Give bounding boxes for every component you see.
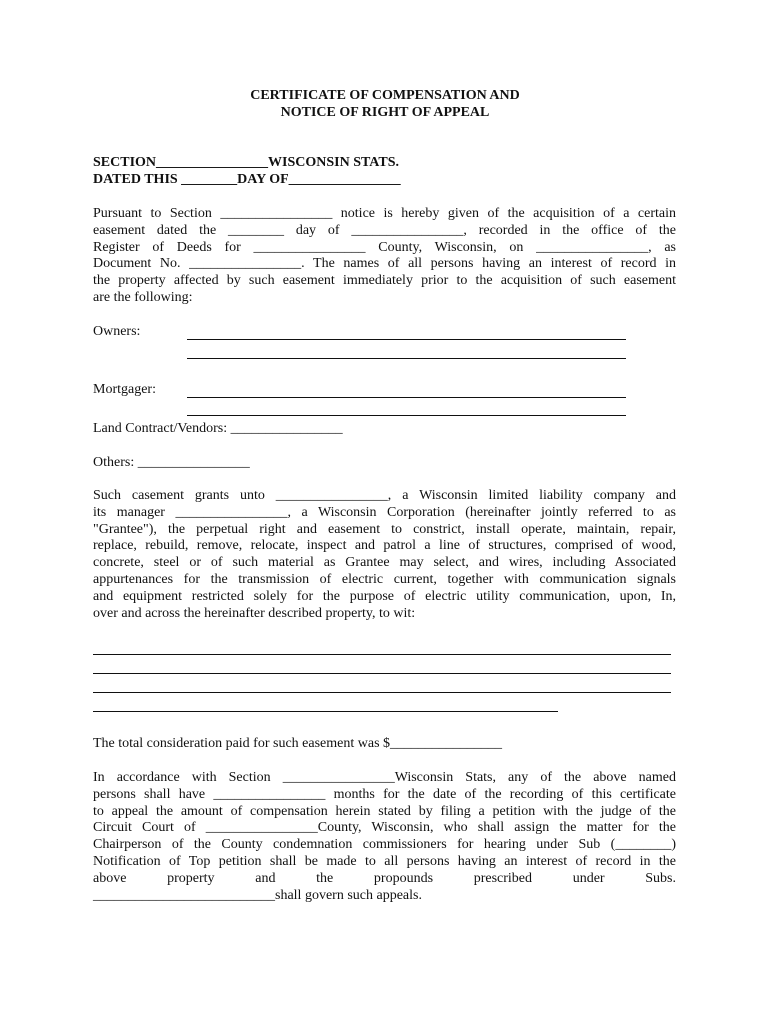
property-description-line[interactable] — [93, 673, 671, 674]
paragraph-line: Circuit Court of ________________County, Wisconsin, who shall assign the matter for the — [93, 820, 676, 836]
land-contract-label: Land Contract/Vendors: ________________ — [93, 421, 343, 436]
property-description-line[interactable] — [93, 654, 671, 655]
others-label: Others: ________________ — [93, 455, 250, 470]
property-description-line[interactable] — [93, 711, 558, 712]
easement-paragraph — [93, 488, 676, 622]
document-title-line1: CERTIFICATE OF COMPENSATION AND — [250, 88, 520, 103]
paragraph-line: and equipment restricted solely for the purpose of electric utility communication, upon, In, — [93, 588, 676, 604]
paragraph-line: replace, rebuild, remove, relocate, inspect and patrol a line of structures, comprised of wood, — [93, 538, 676, 554]
dated-header: DATED THIS ________DAY OF________________ — [93, 172, 401, 187]
paragraph-line: Chairperson of the County condemnation commissioners for hearing under Sub (________) — [93, 837, 676, 853]
paragraph-line: In accordance with Section ________________Wisconsin Stats, any of the above named — [93, 770, 676, 785]
paragraph-line: are the following: — [93, 289, 193, 305]
paragraph-line: concrete, steel or of such material as Grantee may select, and wires, including Associated — [93, 555, 676, 571]
mortgager-blank-line[interactable] — [187, 415, 626, 416]
paragraph-line: Document No. ________________. The names of all persons having an interest of record in — [93, 256, 676, 272]
paragraph-line: Notification of Top petition shall be made to all persons having an interest of record in the — [93, 853, 676, 869]
owners-label: Owners: — [93, 324, 141, 339]
paragraph-line: Pursuant to Section ________________ notice is hereby given of the acquisition of a certain — [93, 206, 676, 221]
paragraph-line: its manager ________________, a Wisconsin Corporation (hereinafter jointly referred to as — [93, 504, 676, 520]
owners-blank-line[interactable] — [187, 358, 626, 359]
paragraph-line: the property affected by such easement immediately prior to the acquisition of such easement — [93, 273, 676, 289]
paragraph-line: over and across the hereinafter described property, to wit: — [93, 605, 416, 621]
paragraph-line: __________________________shall govern such appeals. — [93, 887, 422, 903]
owners-blank-line[interactable] — [187, 339, 626, 340]
paragraph-line: Such casement grants unto ________________, a Wisconsin limited liability company and — [93, 488, 676, 503]
paragraph-line: easement dated the ________ day of ________________, recorded in the office of the — [93, 222, 676, 238]
paragraph-line: Register of Deeds for ________________ County, Wisconsin, on ________________, as — [93, 239, 676, 255]
appeal-paragraph — [93, 770, 676, 904]
paragraph-line: above property and the propounds prescribed under Subs. — [93, 870, 676, 886]
paragraph-line: "Grantee"), the perpetual right and easement to constrict, install operate, maintain, repair, — [93, 521, 676, 537]
notice-paragraph — [93, 206, 676, 307]
total-consideration: The total consideration paid for such easement was $________________ — [93, 736, 503, 751]
property-description-line[interactable] — [93, 692, 671, 693]
section-header: SECTION________________WISCONSIN STATS. — [93, 155, 399, 170]
document-title-line2: NOTICE OF RIGHT OF APPEAL — [280, 105, 490, 120]
mortgager-blank-line[interactable] — [187, 397, 626, 398]
paragraph-line: to appeal the amount of compensation herein stated by filing a petition with the judge of the — [93, 803, 676, 819]
paragraph-line: persons shall have ________________ months for the date of the recording of this certificate — [93, 786, 676, 802]
mortgager-label: Mortgager: — [93, 382, 156, 397]
paragraph-line: appurtenances for the transmission of electric current, together with communication signals — [93, 571, 676, 587]
